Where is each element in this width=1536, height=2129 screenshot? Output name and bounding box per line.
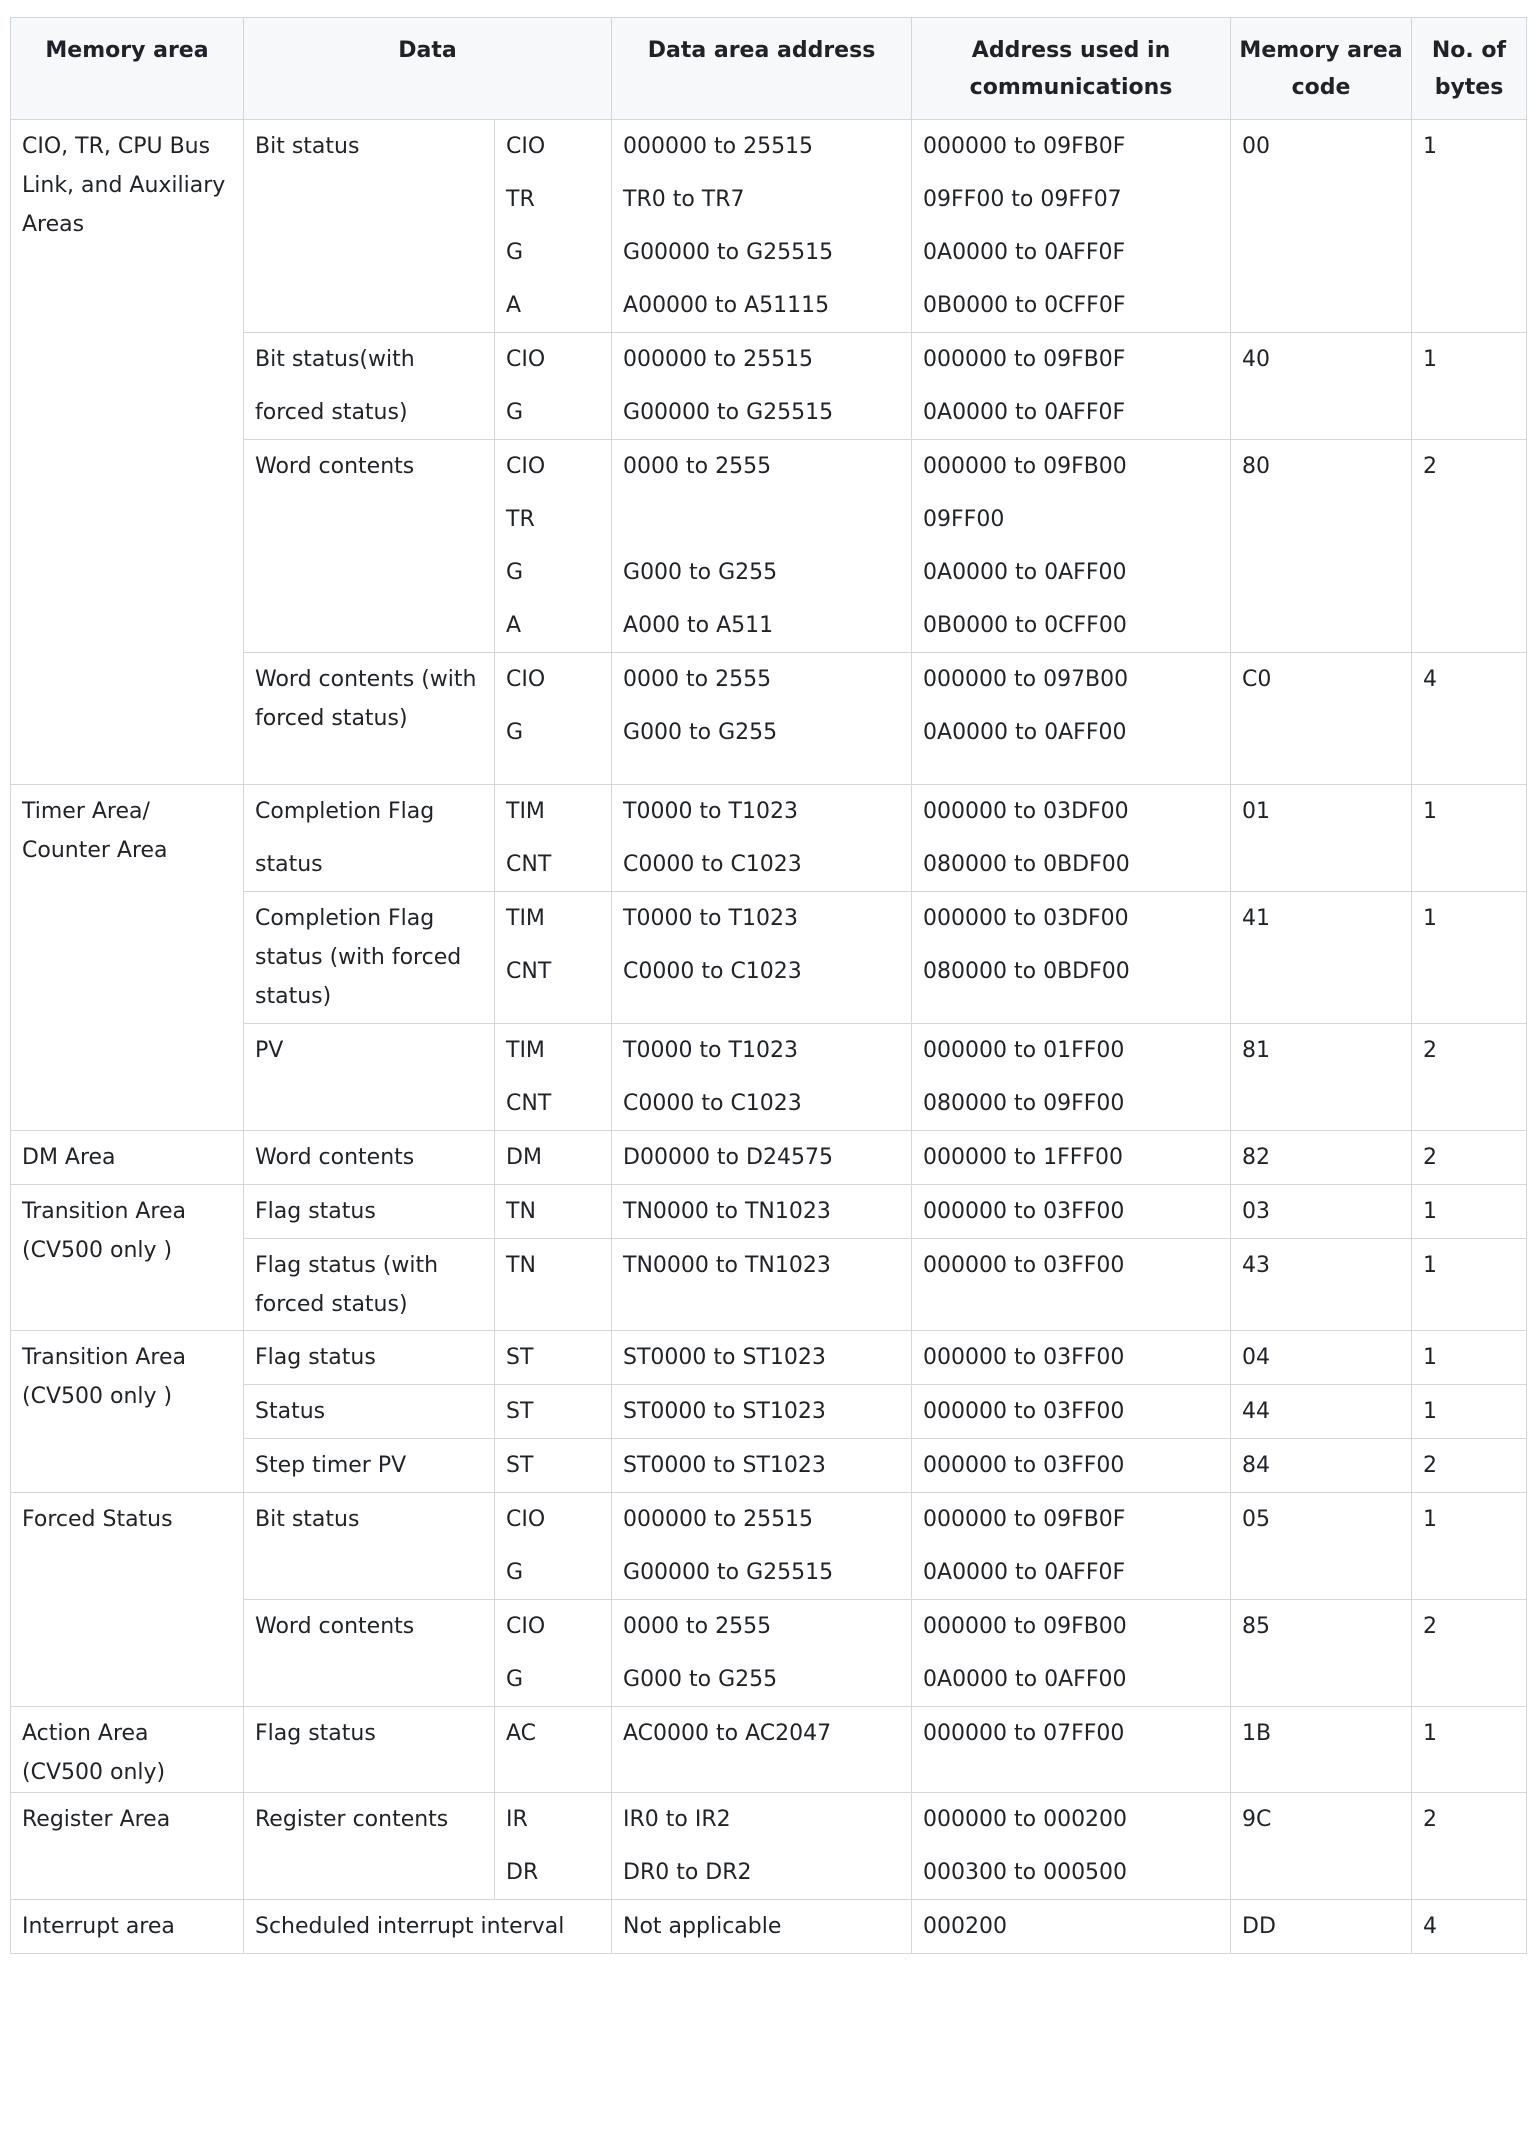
sub-area-cell-line: G — [506, 560, 524, 585]
comm-address-cell-line: 0A0000 to 0AFF00 — [923, 720, 1127, 745]
data-area-address-cell-line: 000000 to 25515 — [623, 347, 814, 372]
sub-area-cell-line: TIM — [506, 906, 545, 931]
comm-address-cell — [912, 1385, 1231, 1439]
sub-area-cell-line: ST — [506, 1399, 534, 1424]
comm-address-cell-line: 000000 to 03FF00 — [923, 1399, 1125, 1424]
comm-address-cell — [912, 1131, 1231, 1185]
sub-area-cell-line: CNT — [506, 959, 552, 984]
comm-address-cell-line: 080000 to 0BDF00 — [923, 852, 1130, 877]
memory-area-table — [10, 17, 1527, 1954]
data-area-address-cell-line: IR0 to IR2 — [623, 1807, 731, 1832]
sub-area-cell-line: CNT — [506, 852, 552, 877]
area-code-cell: 03 — [1231, 1185, 1412, 1239]
sub-area-cell-line: G — [506, 1560, 524, 1585]
sub-area-cell — [495, 1707, 612, 1793]
area-code-cell: 01 — [1231, 785, 1412, 892]
data-area-address-cell-line: TN0000 to TN1023 — [623, 1253, 831, 1278]
data-area-address-cell — [612, 1331, 912, 1385]
comm-address-cell-line: 000000 to 097B00 — [923, 667, 1129, 692]
comm-address-cell-line: 0A0000 to 0AFF00 — [923, 1667, 1127, 1692]
bytes-cell: 1 — [1412, 1185, 1527, 1239]
data-area-address-cell-line — [623, 493, 900, 546]
area-code-cell: 1B — [1231, 1707, 1412, 1793]
header-area-code: Memory area code — [1231, 18, 1412, 120]
sub-area-cell-line: CIO — [506, 454, 546, 479]
comm-address-cell — [912, 1331, 1231, 1385]
data-area-address-cell — [612, 333, 912, 440]
data-area-address-cell-line: ST0000 to ST1023 — [623, 1345, 826, 1370]
comm-address-cell-line: 000300 to 000500 — [923, 1860, 1128, 1885]
area-code-cell: 9C — [1231, 1793, 1412, 1900]
data-area-address-cell-line: G00000 to G25515 — [623, 400, 834, 425]
bytes-cell: 1 — [1412, 1707, 1527, 1793]
comm-address-cell-line: 000000 to 03DF00 — [923, 799, 1129, 824]
area-code-cell: 85 — [1231, 1600, 1412, 1707]
data-area-address-cell-line: 000000 to 25515 — [623, 134, 814, 159]
data-area-address-cell-line: ST0000 to ST1023 — [623, 1399, 826, 1424]
data-area-address-cell-line: DR0 to DR2 — [623, 1860, 752, 1885]
data-cell: Flag status — [244, 1331, 495, 1385]
comm-address-cell — [912, 1024, 1231, 1131]
sub-area-cell — [495, 1493, 612, 1600]
sub-area-cell-line: CIO — [506, 134, 546, 159]
data-area-address-cell-line: 0000 to 2555 — [623, 667, 772, 692]
bytes-cell: 1 — [1412, 1493, 1527, 1600]
comm-address-cell — [912, 1900, 1231, 1954]
comm-address-cell — [912, 1493, 1231, 1600]
data-cell: PV — [244, 1024, 495, 1131]
comm-address-cell-line: 000000 to 09FB0F — [923, 347, 1126, 372]
area-code-cell: 41 — [1231, 892, 1412, 1024]
data-area-address-cell-line: T0000 to T1023 — [623, 799, 798, 824]
data-area-address-cell-line: TN0000 to TN1023 — [623, 1199, 831, 1224]
data-area-address-cell — [612, 1439, 912, 1493]
data-area-address-cell — [612, 1385, 912, 1439]
memory-area-cell: Timer Area/ Counter Area — [11, 785, 244, 1131]
data-area-address-cell — [612, 1185, 912, 1239]
sub-area-cell-line: G — [506, 240, 524, 265]
comm-address-cell-line: 000000 to 000200 — [923, 1807, 1128, 1832]
bytes-cell: 4 — [1412, 653, 1527, 785]
data-cell: Register contents — [244, 1793, 495, 1900]
sub-area-cell — [495, 1439, 612, 1493]
bytes-cell: 1 — [1412, 785, 1527, 892]
comm-address-cell-line: 000000 to 1FFF00 — [923, 1145, 1124, 1170]
bytes-cell: 1 — [1412, 1385, 1527, 1439]
comm-address-cell — [912, 1439, 1231, 1493]
comm-address-cell-line: 000200 — [923, 1914, 1007, 1939]
memory-area-cell: Interrupt area — [11, 1900, 244, 1954]
header-row — [11, 18, 1527, 120]
comm-address-cell — [912, 333, 1231, 440]
table-row — [11, 785, 1527, 892]
data-area-address-cell-line: 0000 to 2555 — [623, 454, 772, 479]
sub-area-cell-line: CNT — [506, 1091, 552, 1116]
comm-address-cell-line: 000000 to 03DF00 — [923, 906, 1129, 931]
bytes-cell: 1 — [1412, 333, 1527, 440]
area-code-cell: 44 — [1231, 1385, 1412, 1439]
memory-area-cell: Register Area — [11, 1793, 244, 1900]
data-cell: Word contents — [244, 440, 495, 653]
comm-address-cell-line: 09FF00 — [923, 507, 1005, 532]
comm-address-cell — [912, 1707, 1231, 1793]
comm-address-cell-line: 000000 to 09FB00 — [923, 454, 1127, 479]
comm-address-cell-line: 09FF00 to 09FF07 — [923, 187, 1122, 212]
data-area-address-cell-line: T0000 to T1023 — [623, 1038, 798, 1063]
comm-address-cell-line: 0A0000 to 0AFF0F — [923, 1560, 1126, 1585]
data-area-address-cell-line: T0000 to T1023 — [623, 906, 798, 931]
sub-area-cell-line: ST — [506, 1453, 534, 1478]
area-code-cell: 43 — [1231, 1239, 1412, 1331]
bytes-cell: 2 — [1412, 440, 1527, 653]
comm-address-cell-line: 0B0000 to 0CFF0F — [923, 293, 1126, 318]
area-code-cell: 40 — [1231, 333, 1412, 440]
table-row — [11, 1793, 1527, 1900]
data-area-address-cell-line: 000000 to 25515 — [623, 1507, 814, 1532]
data-cell: Completion Flag status — [244, 785, 495, 892]
data-area-address-cell-line: ST0000 to ST1023 — [623, 1453, 826, 1478]
sub-area-cell — [495, 120, 612, 333]
data-area-address-cell-line: G000 to G255 — [623, 560, 778, 585]
sub-area-cell-line: TN — [506, 1199, 536, 1224]
data-cell: Step timer PV — [244, 1439, 495, 1493]
sub-area-cell — [495, 1600, 612, 1707]
header-bytes: No. of bytes — [1412, 18, 1527, 120]
sub-area-cell-line: AC — [506, 1721, 537, 1746]
data-area-address-cell-line: C0000 to C1023 — [623, 1091, 802, 1116]
data-cell: Scheduled interrupt interval — [244, 1900, 612, 1954]
sub-area-cell-line: CIO — [506, 1614, 546, 1639]
sub-area-cell-line: CIO — [506, 347, 546, 372]
header-address-comm: Address used in communications — [912, 18, 1231, 120]
comm-address-cell — [912, 1600, 1231, 1707]
comm-address-cell-line: 000000 to 07FF00 — [923, 1721, 1125, 1746]
sub-area-cell-line: G — [506, 1667, 524, 1692]
data-area-address-cell — [612, 653, 912, 785]
table-row — [11, 1185, 1527, 1239]
data-area-address-cell-line: A000 to A511 — [623, 613, 774, 638]
comm-address-cell-line: 000000 to 03FF00 — [923, 1253, 1125, 1278]
comm-address-cell-line: 080000 to 0BDF00 — [923, 959, 1130, 984]
table-row — [11, 1493, 1527, 1600]
data-area-address-cell — [612, 120, 912, 333]
sub-area-cell — [495, 440, 612, 653]
sub-area-cell — [495, 1239, 612, 1331]
table-row — [11, 1331, 1527, 1385]
sub-area-cell — [495, 1385, 612, 1439]
comm-address-cell-line: 000000 to 01FF00 — [923, 1038, 1125, 1063]
data-area-address-cell-line: TR0 to TR7 — [623, 187, 745, 212]
header-data: Data — [244, 18, 612, 120]
data-cell: Flag status — [244, 1185, 495, 1239]
memory-area-cell: Action Area (CV500 only) — [11, 1707, 244, 1793]
sub-area-cell — [495, 1331, 612, 1385]
data-cell: Bit status — [244, 120, 495, 333]
sub-area-cell-line: A — [506, 293, 522, 318]
data-area-address-cell-line: C0000 to C1023 — [623, 852, 802, 877]
data-cell: Completion Flag status (with forced status) — [244, 892, 495, 1024]
data-cell: Word contents — [244, 1600, 495, 1707]
sub-area-cell — [495, 892, 612, 1024]
data-area-address-cell-line: G00000 to G25515 — [623, 1560, 834, 1585]
comm-address-cell-line: 0A0000 to 0AFF00 — [923, 560, 1127, 585]
bytes-cell: 2 — [1412, 1024, 1527, 1131]
bytes-cell: 1 — [1412, 120, 1527, 333]
sub-area-cell — [495, 1185, 612, 1239]
data-cell: Flag status — [244, 1707, 495, 1793]
data-area-address-cell — [612, 1131, 912, 1185]
comm-address-cell-line: 0B0000 to 0CFF00 — [923, 613, 1127, 638]
sub-area-cell-line: DR — [506, 1860, 539, 1885]
comm-address-cell — [912, 785, 1231, 892]
comm-address-cell-line: 080000 to 09FF00 — [923, 1091, 1125, 1116]
area-code-cell: 81 — [1231, 1024, 1412, 1131]
data-area-address-cell — [612, 1900, 912, 1954]
comm-address-cell — [912, 1239, 1231, 1331]
comm-address-cell-line: 000000 to 03FF00 — [923, 1199, 1125, 1224]
data-cell: Flag status (with forced status) — [244, 1239, 495, 1331]
area-code-cell: DD — [1231, 1900, 1412, 1954]
sub-area-cell-line: A — [506, 613, 522, 638]
sub-area-cell-line: TR — [506, 507, 535, 532]
sub-area-cell-line: TR — [506, 187, 535, 212]
data-area-address-cell — [612, 1024, 912, 1131]
bytes-cell: 4 — [1412, 1900, 1527, 1954]
sub-area-cell-line: TIM — [506, 799, 545, 824]
bytes-cell: 1 — [1412, 892, 1527, 1024]
area-code-cell: 05 — [1231, 1493, 1412, 1600]
bytes-cell: 2 — [1412, 1131, 1527, 1185]
comm-address-cell-line: 000000 to 03FF00 — [923, 1345, 1125, 1370]
sub-area-cell-line: DM — [506, 1145, 542, 1170]
table-row — [11, 1707, 1527, 1793]
area-code-cell: 04 — [1231, 1331, 1412, 1385]
data-area-address-cell — [612, 1707, 912, 1793]
sub-area-cell-line: ST — [506, 1345, 534, 1370]
comm-address-cell — [912, 653, 1231, 785]
comm-address-cell — [912, 1185, 1231, 1239]
sub-area-cell — [495, 653, 612, 785]
bytes-cell: 1 — [1412, 1239, 1527, 1331]
comm-address-cell — [912, 1793, 1231, 1900]
table-row — [11, 120, 1527, 333]
comm-address-cell-line: 0A0000 to 0AFF0F — [923, 400, 1126, 425]
bytes-cell: 2 — [1412, 1793, 1527, 1900]
memory-area-cell: Transition Area (CV500 only ) — [11, 1331, 244, 1493]
comm-address-cell-line: 0A0000 to 0AFF0F — [923, 240, 1126, 265]
sub-area-cell — [495, 333, 612, 440]
data-cell: Status — [244, 1385, 495, 1439]
bytes-cell: 1 — [1412, 1331, 1527, 1385]
table-row — [11, 1131, 1527, 1185]
data-area-address-cell-line: AC0000 to AC2047 — [623, 1721, 832, 1746]
data-area-address-cell — [612, 440, 912, 653]
header-memory-area: Memory area — [11, 18, 244, 120]
table-row — [11, 1900, 1527, 1954]
sub-area-cell-line: CIO — [506, 667, 546, 692]
sub-area-cell-line: CIO — [506, 1507, 546, 1532]
data-cell: Bit status(with forced status) — [244, 333, 495, 440]
area-code-cell: 84 — [1231, 1439, 1412, 1493]
data-area-address-cell-line: G00000 to G25515 — [623, 240, 834, 265]
area-code-cell: 80 — [1231, 440, 1412, 653]
sub-area-cell-line: TIM — [506, 1038, 545, 1063]
sub-area-cell — [495, 1024, 612, 1131]
data-area-address-cell-line: 0000 to 2555 — [623, 1614, 772, 1639]
memory-area-cell: CIO, TR, CPU Bus Link, and Auxiliary Areas — [11, 120, 244, 785]
sub-area-cell-line: G — [506, 400, 524, 425]
data-area-address-cell — [612, 1793, 912, 1900]
data-area-address-cell — [612, 1600, 912, 1707]
sub-area-cell — [495, 1793, 612, 1900]
data-area-address-cell — [612, 785, 912, 892]
area-code-cell: 00 — [1231, 120, 1412, 333]
data-cell: Bit status — [244, 1493, 495, 1600]
sub-area-cell — [495, 1131, 612, 1185]
comm-address-cell — [912, 120, 1231, 333]
sub-area-cell-line: G — [506, 720, 524, 745]
area-code-cell: 82 — [1231, 1131, 1412, 1185]
comm-address-cell-line: 000000 to 03FF00 — [923, 1453, 1125, 1478]
sub-area-cell-line: TN — [506, 1253, 536, 1278]
data-area-address-cell — [612, 892, 912, 1024]
data-area-address-cell — [612, 1493, 912, 1600]
bytes-cell: 2 — [1412, 1600, 1527, 1707]
data-area-address-cell-line: C0000 to C1023 — [623, 959, 802, 984]
memory-area-cell: DM Area — [11, 1131, 244, 1185]
comm-address-cell — [912, 892, 1231, 1024]
comm-address-cell-line: 000000 to 09FB00 — [923, 1614, 1127, 1639]
data-area-address-cell-line: G000 to G255 — [623, 1667, 778, 1692]
sub-area-cell-line: IR — [506, 1807, 528, 1832]
bytes-cell: 2 — [1412, 1439, 1527, 1493]
table-body — [11, 120, 1527, 1954]
sub-area-cell — [495, 785, 612, 892]
data-area-address-cell-line: Not applicable — [623, 1914, 782, 1939]
data-area-address-cell-line: G000 to G255 — [623, 720, 778, 745]
memory-area-cell: Forced Status — [11, 1493, 244, 1707]
comm-address-cell — [912, 440, 1231, 653]
area-code-cell: C0 — [1231, 653, 1412, 785]
comm-address-cell-line: 000000 to 09FB0F — [923, 134, 1126, 159]
comm-address-cell-line: 000000 to 09FB0F — [923, 1507, 1126, 1532]
data-area-address-cell — [612, 1239, 912, 1331]
data-area-address-cell-line: D00000 to D24575 — [623, 1145, 833, 1170]
header-data-area-address: Data area address — [612, 18, 912, 120]
data-cell: Word contents (with forced status) — [244, 653, 495, 785]
data-cell: Word contents — [244, 1131, 495, 1185]
memory-area-cell: Transition Area (CV500 only ) — [11, 1185, 244, 1331]
data-area-address-cell-line: A00000 to A51115 — [623, 293, 830, 318]
